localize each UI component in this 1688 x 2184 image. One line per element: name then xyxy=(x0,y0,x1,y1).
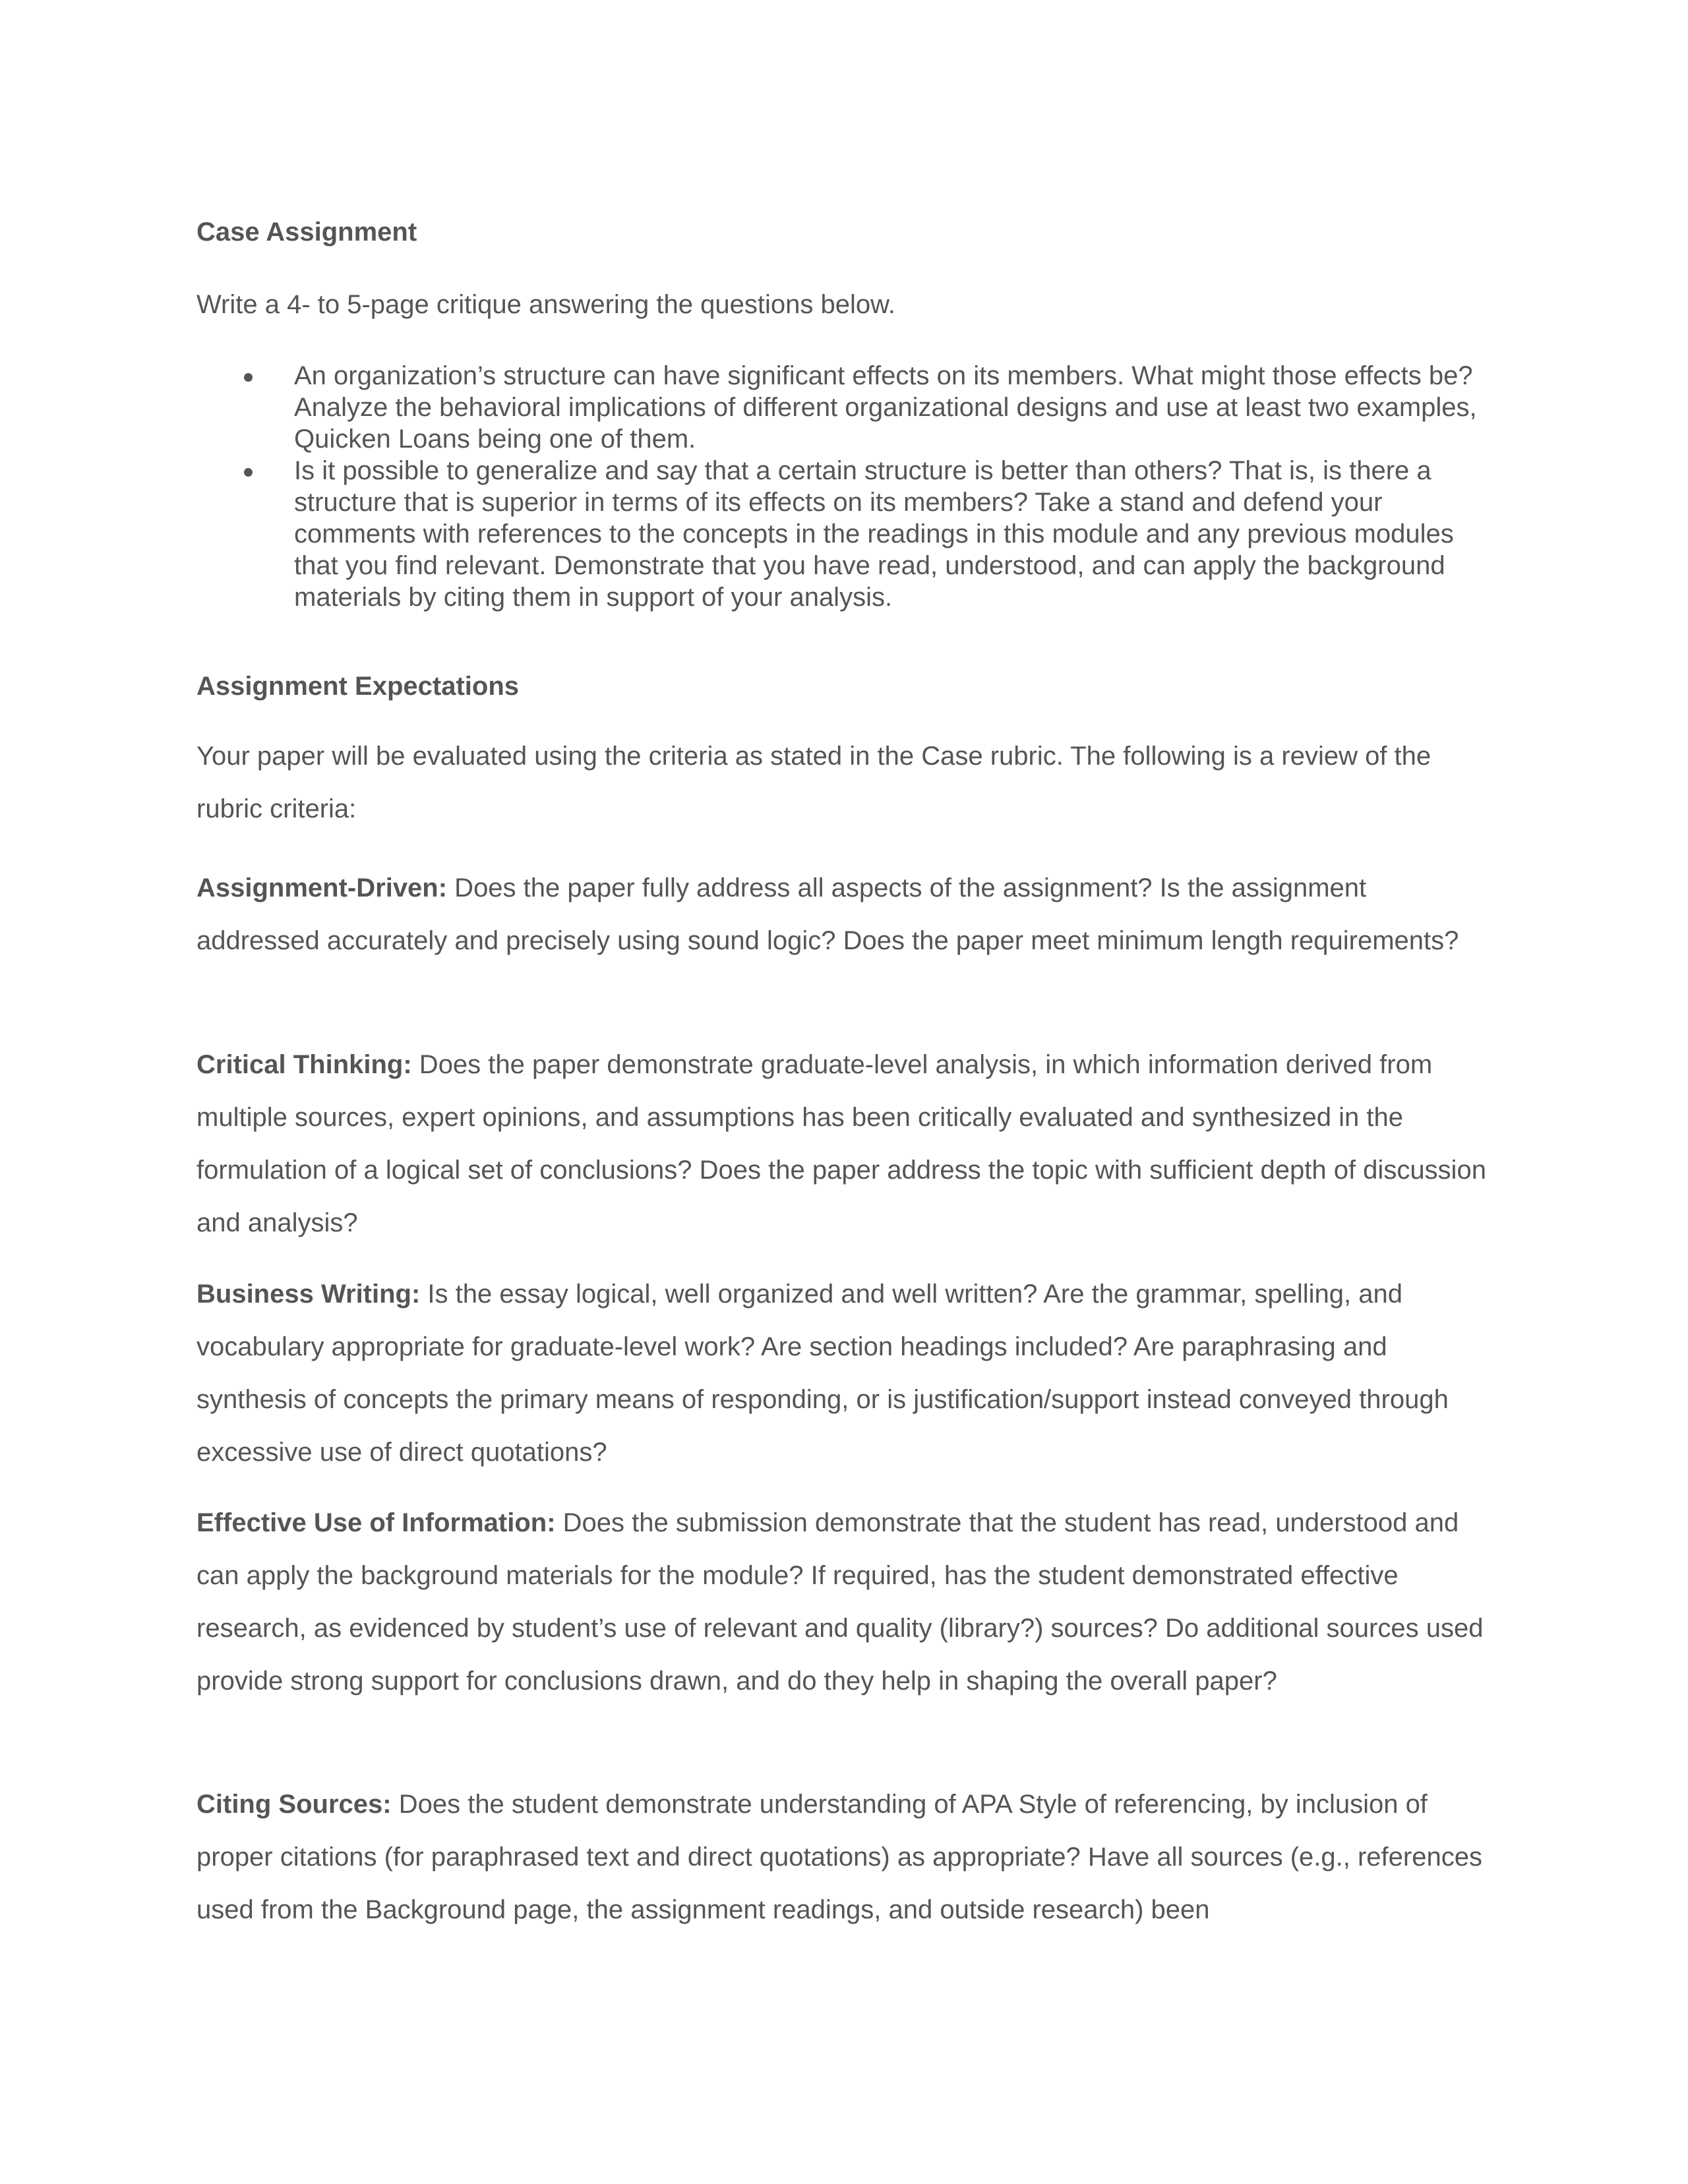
criterion-effective-use-of-information xyxy=(196,1496,1489,1707)
question-list xyxy=(196,360,1489,613)
question-text-1: An organization’s structure can have significant effects on its members. What might those effects be? Analyze the behavioral implications of different organizational designs and use at least two examples, Quicken Loans being one of them. xyxy=(294,361,1477,454)
expectations-heading: Assignment Expectations xyxy=(196,672,520,701)
criterion-label: Effective Use of Information: xyxy=(196,1508,556,1537)
criterion-text: Does the paper fully address all aspects of the assignment? Is the assignment addressed accurately and precisely using sound logic? Does the paper meet minimum length requirements? xyxy=(196,873,1459,955)
question-item-1 xyxy=(196,360,1489,455)
question-text-2: Is it possible to generalize and say that a certain structure is better than others? That is, is there a structure that is superior in terms of its effects on its members? Take a stand and defend your comments with references to the concepts in the readings in this module and any previous modules that you find relevant. Demonstrate that you have read, understood, and can apply the background materials by citing them in support of your analysis. xyxy=(294,456,1454,612)
criterion-label: Business Writing: xyxy=(196,1280,421,1309)
criterion-label: Critical Thinking: xyxy=(196,1050,412,1079)
expectations-intro: Your paper will be evaluated using the criteria as stated in the Case rubric. The following is a review of the rubric criteria: xyxy=(196,742,1432,823)
criterion-critical-thinking xyxy=(196,1038,1489,1249)
question-item-2 xyxy=(196,455,1489,613)
criterion-business-writing xyxy=(196,1268,1489,1479)
criterion-citing-sources xyxy=(196,1778,1489,1936)
case-assignment-heading: Case Assignment xyxy=(196,218,417,247)
criterion-label: Citing Sources: xyxy=(196,1790,392,1819)
criterion-label: Assignment-Driven: xyxy=(196,873,448,902)
bullet-icon xyxy=(244,468,253,477)
criterion-text: Is the essay logical, well organized and well written? Are the grammar, spelling, and vocabulary appropriate for graduate-level work? Are section headings included? Are paraphrasing and synthesis of concepts the primary means of responding, or is justification/support instead conveyed through excessive use of direct quotations? xyxy=(196,1280,1449,1467)
criterion-text: Does the paper demonstrate graduate-level analysis, in which information derived from multiple sources, expert opinions, and assumptions has been critically evaluated and synthesized in the formulation of a logical set of conclusions? Does the paper address the topic with sufficient depth of discussion and analysis? xyxy=(196,1050,1486,1237)
assignment-intro: Write a 4- to 5-page critique answering the questions below. xyxy=(196,290,895,319)
criterion-assignment-driven xyxy=(196,862,1489,967)
criterion-text: Does the submission demonstrate that the student has read, understood and can apply the background materials for the module? If required, has the student demonstrated effective research, as evidenced by student’s use of relevant and quality (library?) sources? Do additional sources used provide strong support for conclusions drawn, and do they help in shaping the overall paper? xyxy=(196,1508,1484,1696)
bullet-icon xyxy=(244,373,253,382)
criterion-text: Does the student demonstrate understanding of APA Style of referencing, by inclusion of proper citations (for paraphrased text and direct quotations) as appropriate? Have all sources (e.g., references used from the Background page, the assignment readings, and outside research) been xyxy=(196,1790,1482,1924)
